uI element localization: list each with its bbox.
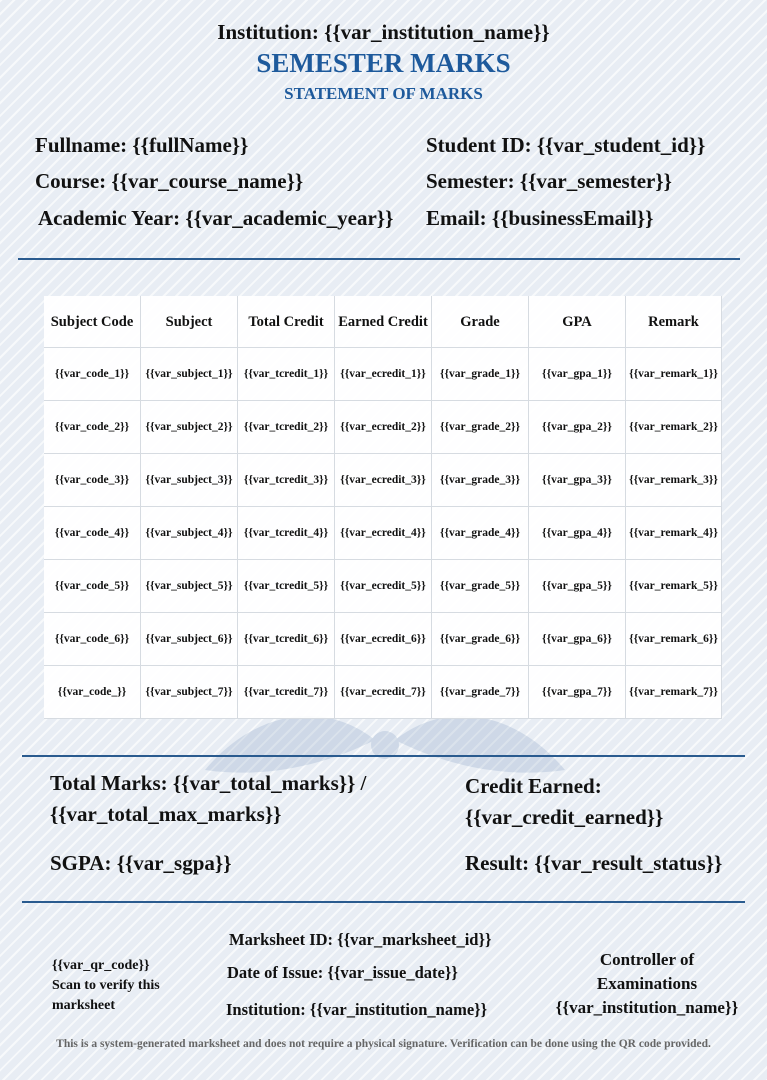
result-status: Result: {{var_result_status}} [465, 851, 723, 875]
table-cell-gpa: {{var_gpa_3}} [529, 454, 626, 507]
table-cell-total-credit: {{var_tcredit_7}} [238, 666, 335, 719]
table-cell-total-credit: {{var_tcredit_4}} [238, 507, 335, 560]
header-gpa: GPA [529, 296, 626, 348]
table-cell-subject: {{var_subject_3}} [141, 454, 238, 507]
table-cell-total-credit: {{var_tcredit_5}} [238, 560, 335, 613]
table-cell-subject: {{var_subject_4}} [141, 507, 238, 560]
table-cell-grade: {{var_grade_7}} [432, 666, 529, 719]
table-cell-grade: {{var_grade_4}} [432, 507, 529, 560]
table-cell-remark: {{var_remark_2}} [626, 401, 722, 454]
student-id-field: Student ID: {{var_student_id}} [426, 133, 706, 157]
table-cell-total-credit: {{var_tcredit_1}} [238, 348, 335, 401]
page-title: SEMESTER MARKS [256, 48, 511, 78]
controller-title: Controller of Examinations [596, 950, 698, 993]
table-cell-gpa: {{var_gpa_7}} [529, 666, 626, 719]
table-cell-code: {{var_code_1}} [44, 348, 141, 401]
table-cell-earned-credit: {{var_ecredit_5}} [335, 560, 432, 613]
credit-earned: Credit Earned: {{var_credit_earned}} [465, 774, 664, 829]
table-cell-remark: {{var_remark_3}} [626, 454, 722, 507]
table-cell-code: {{var_code_5}} [44, 560, 141, 613]
page-subtitle: STATEMENT OF MARKS [284, 84, 483, 103]
table-cell-grade: {{var_grade_3}} [432, 454, 529, 507]
table-cell-earned-credit: {{var_ecredit_1}} [335, 348, 432, 401]
table-cell-subject: {{var_subject_6}} [141, 613, 238, 666]
table-cell-gpa: {{var_gpa_2}} [529, 401, 626, 454]
table-cell-grade: {{var_grade_5}} [432, 560, 529, 613]
table-cell-earned-credit: {{var_ecredit_4}} [335, 507, 432, 560]
qr-caption: Scan to verify this marksheet [52, 978, 160, 1013]
table-cell-total-credit: {{var_tcredit_6}} [238, 613, 335, 666]
table-cell-gpa: {{var_gpa_5}} [529, 560, 626, 613]
table-cell-remark: {{var_remark_5}} [626, 560, 722, 613]
marks-table [44, 296, 722, 718]
marksheet-id: Marksheet ID: {{var_marksheet_id}} [229, 930, 492, 949]
table-cell-gpa: {{var_gpa_1}} [529, 348, 626, 401]
sgpa: SGPA: {{var_sgpa}} [50, 851, 232, 875]
header-earned-credit: Earned Credit [335, 296, 432, 348]
table-cell-subject: {{var_subject_2}} [141, 401, 238, 454]
table-cell-earned-credit: {{var_ecredit_3}} [335, 454, 432, 507]
course-field: Course: {{var_course_name}} [35, 169, 304, 193]
table-cell-total-credit: {{var_tcredit_3}} [238, 454, 335, 507]
table-cell-code: {{var_code_6}} [44, 613, 141, 666]
divider [22, 901, 745, 903]
header-total-credit: Total Credit [238, 296, 335, 348]
disclaimer: This is a system-generated marksheet and does not require a physical signature. Verification can be done using the QR code provided. [56, 1038, 711, 1050]
table-cell-earned-credit: {{var_ecredit_6}} [335, 613, 432, 666]
qr-code: {{var_qr_code}} [52, 958, 150, 973]
controller-institution: {{var_institution_name}} [555, 998, 739, 1017]
table-cell-earned-credit: {{var_ecredit_7}} [335, 666, 432, 719]
divider [22, 755, 745, 757]
header-remark: Remark [626, 296, 722, 348]
email-field: Email: {{businessEmail}} [426, 206, 654, 230]
semester-field: Semester: {{var_semester}} [426, 169, 672, 193]
table-cell-code: {{var_code_4}} [44, 507, 141, 560]
controller-block [548, 948, 746, 1020]
table-cell-gpa: {{var_gpa_6}} [529, 613, 626, 666]
table-cell-grade: {{var_grade_2}} [432, 401, 529, 454]
table-cell-total-credit: {{var_tcredit_2}} [238, 401, 335, 454]
table-cell-code: {{var_code_3}} [44, 454, 141, 507]
fullname-field: Fullname: {{fullName}} [35, 133, 249, 157]
table-cell-remark: {{var_remark_1}} [626, 348, 722, 401]
table-cell-earned-credit: {{var_ecredit_2}} [335, 401, 432, 454]
header-subject-code: Subject Code [44, 296, 141, 348]
date-of-issue: Date of Issue: {{var_issue_date}} [227, 963, 458, 982]
table-cell-subject: {{var_subject_5}} [141, 560, 238, 613]
institution-heading: Institution: {{var_institution_name}} [217, 20, 550, 44]
table-cell-remark: {{var_remark_6}} [626, 613, 722, 666]
table-cell-grade: {{var_grade_1}} [432, 348, 529, 401]
qr-code-block [52, 956, 177, 1016]
table-cell-gpa: {{var_gpa_4}} [529, 507, 626, 560]
academic-year-field: Academic Year: {{var_academic_year}} [38, 206, 394, 230]
table-cell-code: {{var_code_}} [44, 666, 141, 719]
table-cell-subject: {{var_subject_7}} [141, 666, 238, 719]
header-subject: Subject [141, 296, 238, 348]
table-cell-remark: {{var_remark_4}} [626, 507, 722, 560]
footer-institution: Institution: {{var_institution_name}} [226, 1000, 488, 1019]
table-cell-remark: {{var_remark_7}} [626, 666, 722, 719]
table-cell-grade: {{var_grade_6}} [432, 613, 529, 666]
table-cell-subject: {{var_subject_1}} [141, 348, 238, 401]
total-marks: Total Marks: {{var_total_marks}} / {{var_total_max_marks}} [50, 771, 367, 826]
divider [18, 258, 740, 260]
header-grade: Grade [432, 296, 529, 348]
table-cell-code: {{var_code_2}} [44, 401, 141, 454]
